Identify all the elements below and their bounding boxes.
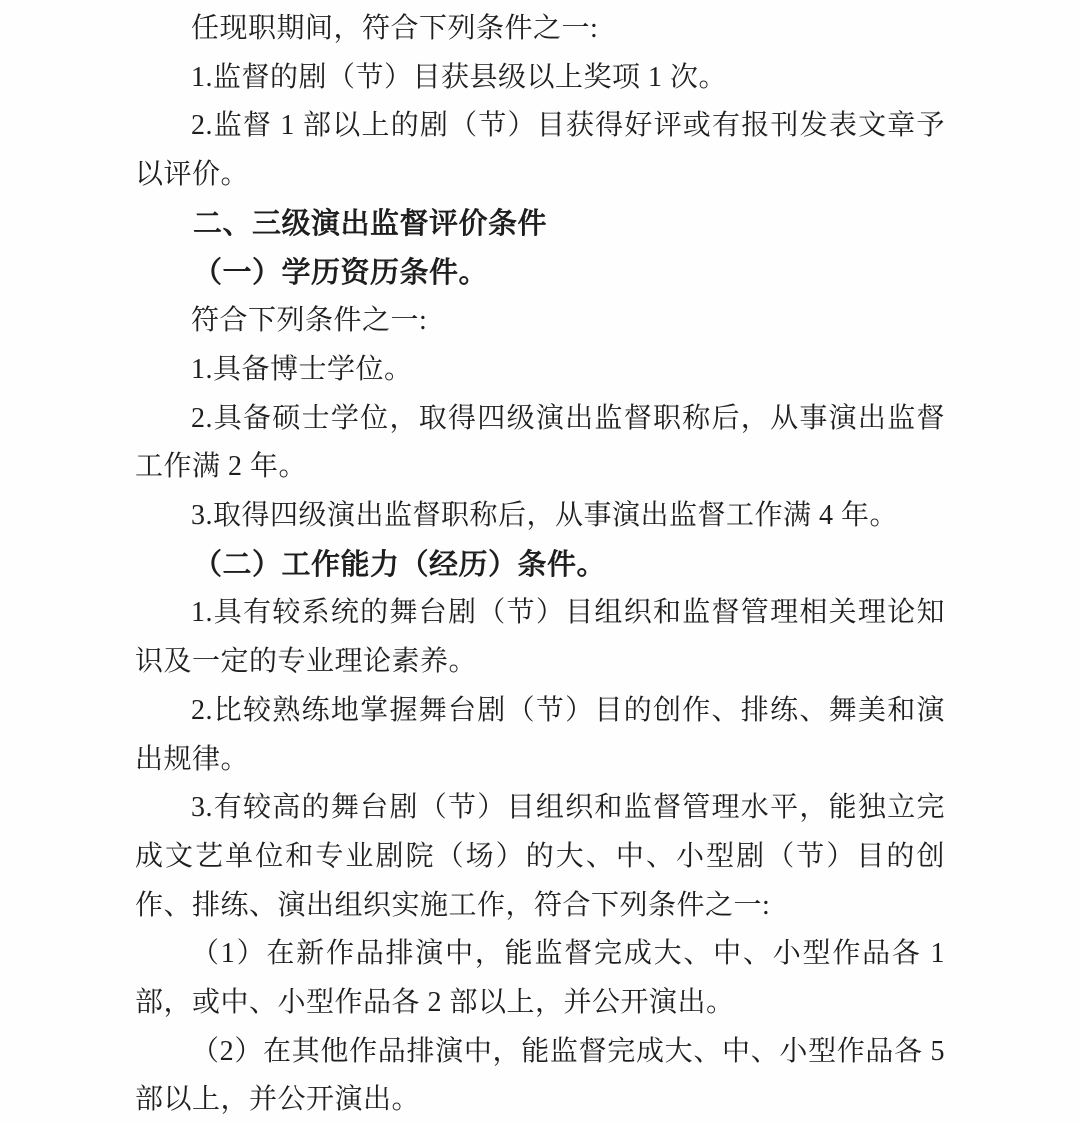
paragraph-ability-item-3: 3.有较高的舞台剧（节）目组织和监督管理水平，能独立完成文艺单位和专业剧院（场）的大、中、小型剧（节）目的创作、排练、演出组织实施工作，符合下列条件之一:	[135, 792, 945, 921]
paragraph-ability-item-3-sub-1: （1）在新作品排演中，能监督完成大、中、小型作品各 1 部，或中、小型作品各 2 部以上，并公开演出。	[135, 938, 945, 1019]
paragraph-education-item-3: 3.取得四级演出监督职称后，从事演出监督工作满 4 年。	[191, 500, 899, 532]
paragraph-condition-2-review: 2.监督 1 部以上的剧（节）目获得好评或有报刊发表文章予以评价。	[135, 110, 945, 191]
paragraph-serving-period-intro: 任现职期间，符合下列条件之一:	[191, 13, 599, 44]
paragraph-education-item-1: 1.具备博士学位。	[191, 353, 413, 385]
paragraph-ability-item-3-sub-2: （2）在其他作品排演中，能监督完成大、中、小型作品各 5 部以上，并公开演出。	[135, 1035, 945, 1116]
paragraph-education-intro: 符合下列条件之一:	[191, 305, 428, 337]
paragraph-ability-item-1: 1.具有较系统的舞台剧（节）目组织和监督管理相关理论知识及一定的专业理论素养。	[135, 597, 945, 678]
subsection-heading-education: （一）学历资历条件。	[193, 256, 489, 289]
paragraph-condition-1-award: 1.监督的剧（节）目获县级以上奖项 1 次。	[191, 61, 728, 93]
paragraph-ability-item-2: 2.比较熟练地掌握舞台剧（节）目的创作、排练、舞美和演出规律。	[135, 694, 945, 775]
paragraph-education-item-2: 2.具备硕士学位，取得四级演出监督职称后，从事演出监督工作满 2 年。	[135, 402, 945, 483]
section-heading-level3-supervisor: 二、三级演出监督评价条件	[193, 207, 548, 240]
subsection-heading-work-ability: （二）工作能力（经历）条件。	[193, 548, 607, 581]
